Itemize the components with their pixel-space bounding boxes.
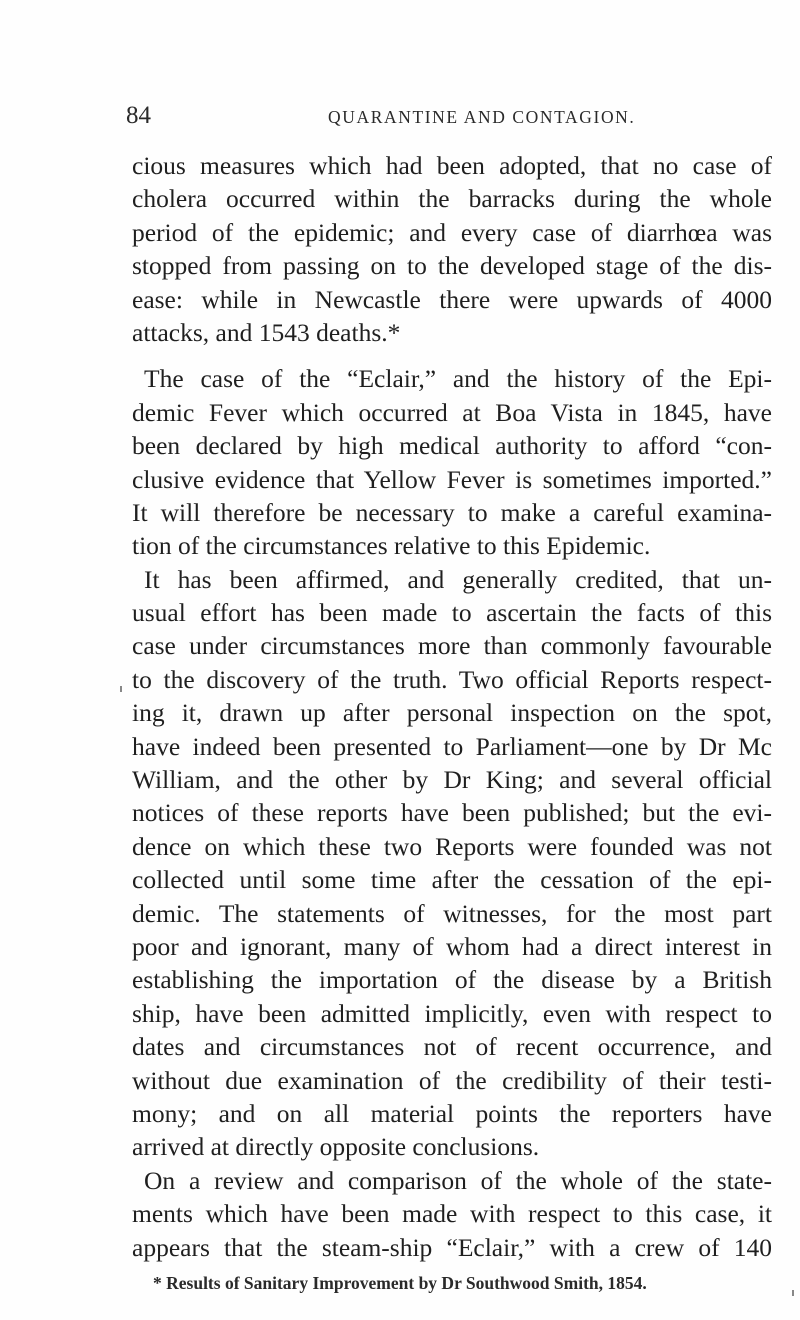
- text-line: mony; and on all material points the reporters have: [132, 1098, 772, 1128]
- body-text: [132, 149, 772, 1264]
- text-line: clusive evidence that Yellow Fever is sometimes imported.”: [132, 464, 772, 494]
- text-line: attacks, and 1543 deaths.*: [132, 317, 401, 347]
- text-line: It has been affirmed, and generally credited, that un-: [144, 564, 772, 594]
- text-line: period of the epidemic; and every case of diarrhœa was: [132, 217, 772, 247]
- text-line: establishing the importation of the disease by a British: [132, 965, 772, 995]
- footnote: * Results of Sanitary Improvement by Dr Southwood Smith, 1854.: [153, 1273, 647, 1293]
- text-line: case under circumstances more than commonly favourable: [132, 631, 772, 661]
- text-line: to the discovery of the truth. Two official Reports respect-: [132, 664, 772, 694]
- margin-mark: [792, 1290, 794, 1296]
- text-line: ease: while in Newcastle there were upwards of 4000: [132, 284, 772, 314]
- page-number: 84: [126, 102, 151, 129]
- running-head: [126, 101, 766, 131]
- text-line: dates and circumstances not of recent occurrence, and: [132, 1032, 772, 1062]
- text-line: William, and the other by Dr King; and several official: [132, 765, 772, 795]
- text-line: usual effort has been made to ascertain the facts of this: [132, 598, 772, 628]
- margin-mark: [120, 686, 122, 692]
- text-line: dence on which these two Reports were founded was not: [132, 831, 772, 861]
- text-line: The case of the “Eclair,” and the history of the Epi-: [144, 364, 772, 394]
- text-line: collected until some time after the cessation of the epi-: [132, 865, 772, 895]
- text-line: notices of these reports have been published; but the evi-: [132, 798, 772, 828]
- text-line: have indeed been presented to Parliament—one by Dr Mc: [132, 731, 772, 761]
- text-line: cious measures which had been adopted, that no case of: [132, 151, 772, 180]
- running-title: QUARANTINE AND CONTAGION.: [328, 107, 636, 127]
- text-line: appears that the steam-ship “Eclair,” with a crew of 140: [132, 1232, 772, 1262]
- text-line: tion of the circumstances relative to this Epidemic.: [132, 531, 651, 561]
- text-line: ship, have been admitted implicitly, even with respect to: [132, 998, 772, 1028]
- text-line: stopped from passing on to the developed stage of the dis-: [132, 251, 772, 281]
- text-line: ments which have been made with respect to this case, it: [132, 1199, 772, 1229]
- text-line: demic Fever which occurred at Boa Vista in 1845, have: [132, 397, 772, 427]
- text-line: without due examination of the credibility of their testi-: [132, 1065, 772, 1095]
- text-line: demic. The statements of witnesses, for the most part: [132, 898, 772, 928]
- text-line: been declared by high medical authority to afford “con-: [132, 431, 772, 461]
- text-line: arrived at directly opposite conclusions.: [132, 1132, 540, 1162]
- text-line: It will therefore be necessary to make a careful examina-: [132, 497, 772, 527]
- text-line: On a review and comparison of the whole of the state-: [144, 1165, 772, 1195]
- text-line: poor and ignorant, many of whom had a direct interest in: [132, 931, 772, 961]
- text-line: ing it, drawn up after personal inspection on the spot,: [132, 698, 772, 728]
- text-line: cholera occurred within the barracks during the whole: [132, 184, 772, 214]
